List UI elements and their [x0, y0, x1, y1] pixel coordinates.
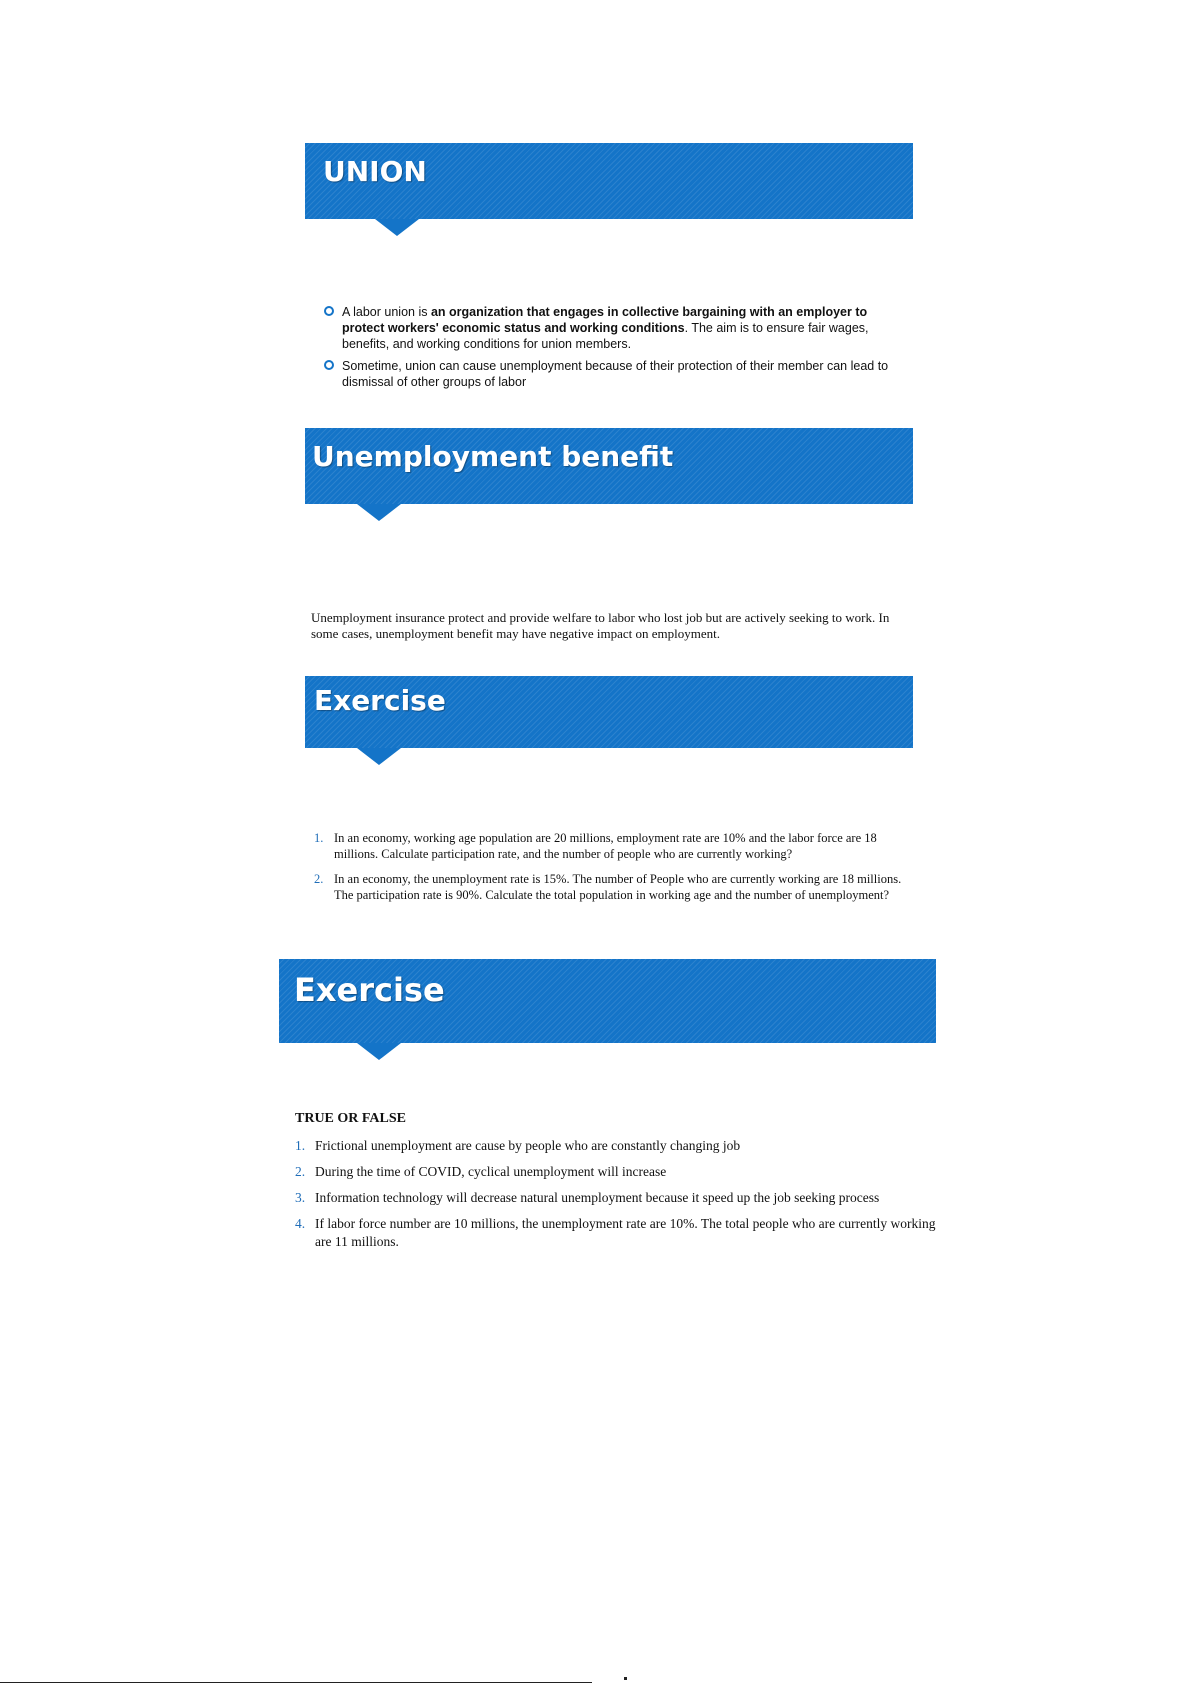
union-bullet-2-text: Sometime, union can cause unemployment because of their protection of their member can lead to dismissal of other groups of labor	[342, 359, 889, 389]
item-number: 1.	[314, 831, 324, 845]
ring-bullet-icon	[324, 360, 334, 370]
item-number: 2.	[295, 1164, 306, 1179]
union-bullet-1-rest: . The aim is to ensure fair wages, benefits, and working conditions for union members.	[342, 321, 869, 351]
ring-bullet-icon	[324, 306, 334, 316]
item-number: 3.	[295, 1190, 306, 1205]
benefit-text: Unemployment insurance protect and provide welfare to labor who lost job but are actively seeking to work. In some cases, unemployment benefit may have negative impact on employment.	[311, 610, 890, 641]
item-text: Frictional unemployment are cause by people who are constantly changing job	[315, 1138, 741, 1153]
item-text: Information technology will decrease natural unemployment because it speed up the job seeking process	[315, 1190, 880, 1205]
exercise-title-1: Exercise	[314, 684, 446, 717]
item-text: In an economy, the unemployment rate is 15%. The number of People who are currently working are 18 millions. The participation rate is 90%. Calculate the total population in working age and the number of unemployment?	[334, 872, 902, 902]
benefit-banner	[305, 428, 913, 504]
true-false-heading: TRUE OR FALSE	[295, 1111, 406, 1126]
item-text: If labor force number are 10 millions, the unemployment rate are 10%. The total people who are currently working are 11 millions.	[315, 1216, 936, 1249]
item-text: In an economy, working age population are 20 millions, employment rate are 10% and the labor force are 18 millions. Calculate participation rate, and the number of people who are currently working?	[334, 831, 877, 861]
banner-pointer	[357, 504, 401, 521]
union-title: UNION	[323, 155, 427, 188]
banner-pointer	[375, 219, 419, 236]
exercise-banner-1	[305, 676, 913, 748]
benefit-title: Unemployment benefit	[312, 440, 674, 473]
exercise-banner-2	[279, 959, 936, 1043]
item-text: During the time of COVID, cyclical unemployment will increase	[315, 1164, 667, 1179]
union-bullet-1-lead: A labor union is	[342, 305, 431, 319]
union-banner	[305, 143, 913, 219]
footer-mark	[624, 1677, 627, 1680]
item-number: 2.	[314, 872, 324, 886]
footer-rule	[0, 1682, 592, 1683]
item-number: 1.	[295, 1138, 306, 1153]
banner-pointer	[357, 1043, 401, 1060]
banner-pointer	[357, 748, 401, 765]
item-number: 4.	[295, 1216, 306, 1231]
union-bullet-1-bold: an organization that engages in collective bargaining with an employer to protect workers' economic status and working conditions	[342, 305, 868, 335]
exercise-title-2: Exercise	[294, 971, 445, 1009]
